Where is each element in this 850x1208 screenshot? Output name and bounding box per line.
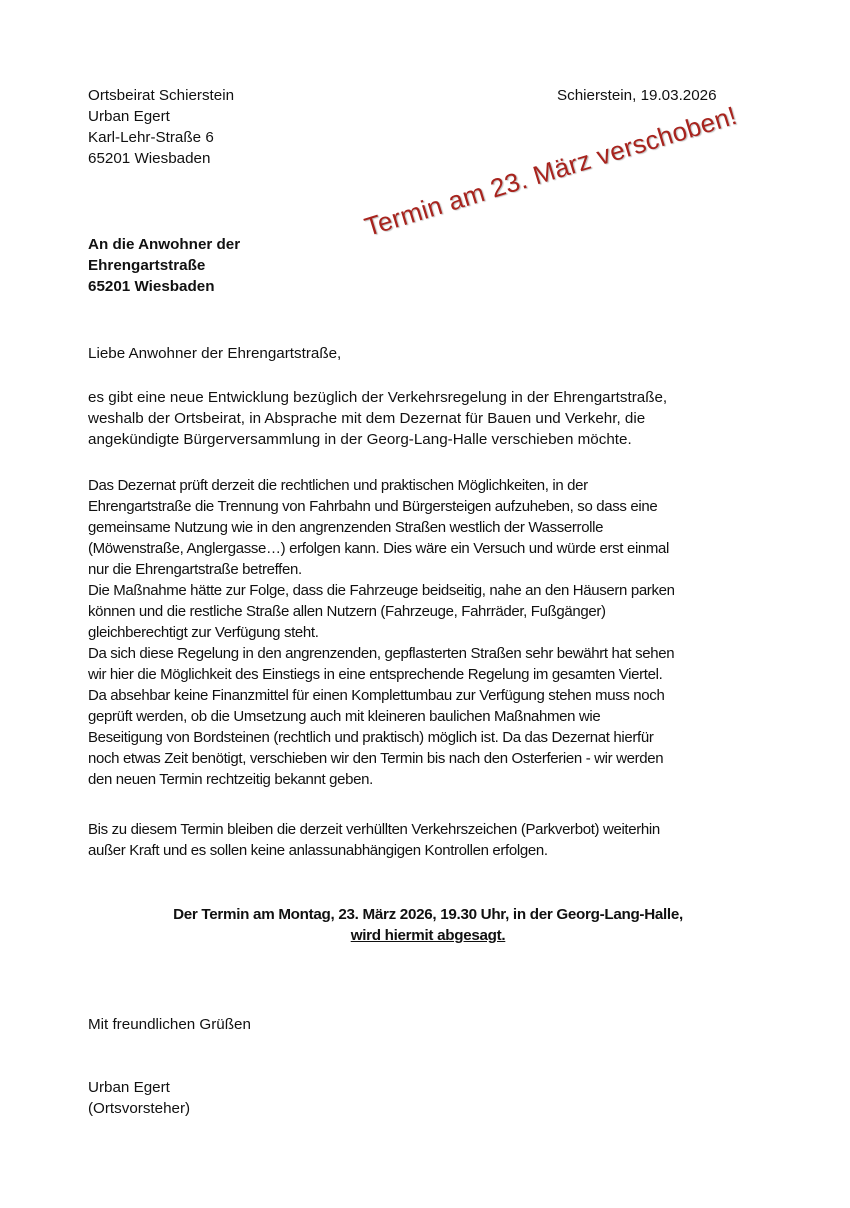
closing-note-line: außer Kraft und es sollen keine anlassunabhängigen Kontrollen erfolgen. <box>88 842 548 859</box>
sender-line: Karl-Lehr-Straße 6 <box>88 129 214 146</box>
greeting-block <box>88 1014 251 1035</box>
closing-note-line: Bis zu diesem Termin bleiben die derzeit verhüllten Verkehrszeichen (Parkverbot) weiterhin <box>88 821 660 838</box>
recipient-line: Ehrengartstraße <box>88 257 206 274</box>
intro-line: angekündigte Bürgerversammlung in der Georg-Lang-Halle verschieben möchte. <box>88 431 632 448</box>
closing-note-paragraph <box>88 819 660 861</box>
body-line: wir hier die Möglichkeit des Einstiegs in eine entsprechende Regelung im gesamten Viertel. <box>88 666 663 683</box>
intro-line: weshalb der Ortsbeirat, in Absprache mit dem Dezernat für Bauen und Verkehr, die <box>88 410 646 427</box>
body-paragraph <box>88 475 675 790</box>
recipient-address <box>88 234 240 297</box>
body-line: noch etwas Zeit benötigt, verschieben wir den Termin bis nach den Osterferien - wir werden <box>88 750 664 767</box>
body-line: können und die restliche Straße allen Nutzern (Fahrzeuge, Fahrräder, Fußgänger) <box>88 603 606 620</box>
cancellation-announcement <box>88 904 768 946</box>
body-line: gemeinsame Nutzung wie in den angrenzenden Straßen westlich der Wasserrolle <box>88 519 604 536</box>
recipient-line: 65201 Wiesbaden <box>88 278 215 295</box>
body-line: geprüft werden, ob die Umsetzung auch mit kleineren baulichen Maßnahmen wie <box>88 708 601 725</box>
body-line: Ehrengartstraße die Trennung von Fahrbahn und Bürgersteigen aufzuheben, so dass eine <box>88 498 658 515</box>
signature-name: Urban Egert <box>88 1079 170 1096</box>
body-line: (Möwenstraße, Anglergasse…) erfolgen kann. Dies wäre ein Versuch und würde erst einmal <box>88 540 670 557</box>
body-line: den neuen Termin rechtzeitig bekannt geben. <box>88 771 373 788</box>
sender-address <box>88 85 234 169</box>
sender-line: Ortsbeirat Schierstein <box>88 87 235 104</box>
intro-paragraph <box>88 387 667 450</box>
signature-title: (Ortsvorsteher) <box>88 1100 191 1117</box>
body-line: nur die Ehrengartstraße betreffen. <box>88 561 302 578</box>
cancellation-notice: wird hiermit abgesagt. <box>350 927 506 944</box>
body-line: Die Maßnahme hätte zur Folge, dass die Fahrzeuge beidseitig, nahe an den Häusern parken <box>88 582 675 599</box>
signature-block <box>88 1077 190 1119</box>
body-line: Da absehbar keine Finanzmittel für einen Komplettumbau zur Verfügung stehen muss noch <box>88 687 665 704</box>
sender-line: 65201 Wiesbaden <box>88 150 211 167</box>
body-line: Da sich diese Regelung in den angrenzenden, gepflasterten Straßen sehr bewährt hat sehen <box>88 645 675 662</box>
body-line: Beseitigung von Bordsteinen (rechtlich und praktisch) möglich ist. Da das Dezernat hierfür <box>88 729 654 746</box>
salutation-block <box>88 343 341 364</box>
recipient-line: An die Anwohner der <box>88 236 241 253</box>
announcement-line: Der Termin am Montag, 23. März 2026, 19.30 Uhr, in der Georg-Lang-Halle, <box>173 906 683 923</box>
body-line: Das Dezernat prüft derzeit die rechtlichen und praktischen Möglichkeiten, in der <box>88 477 588 494</box>
sender-line: Urban Egert <box>88 108 170 125</box>
greeting: Mit freundlichen Grüßen <box>88 1016 251 1033</box>
postponed-stamp: Termin am 23. März verschoben! <box>360 100 741 243</box>
salutation: Liebe Anwohner der Ehrengartstraße, <box>88 345 342 362</box>
body-line: gleichberechtigt zur Verfügung steht. <box>88 624 319 641</box>
intro-line: es gibt eine neue Entwicklung bezüglich der Verkehrsregelung in der Ehrengartstraße, <box>88 389 668 406</box>
announcement-line-wrap <box>88 925 768 946</box>
date-line: Schierstein, 19.03.2026 <box>557 87 717 104</box>
